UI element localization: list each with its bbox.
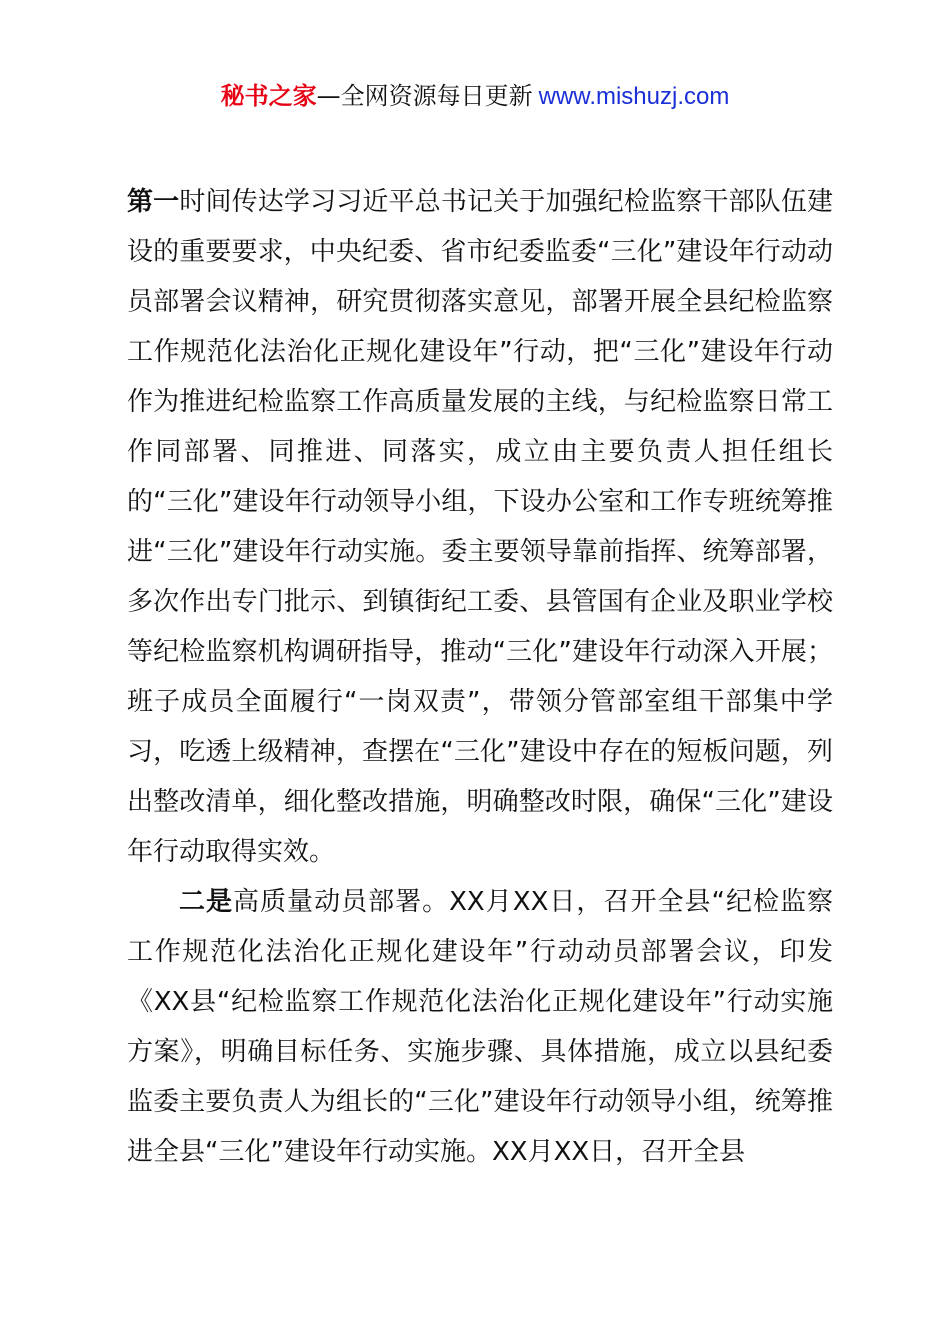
paragraph-1: [127, 177, 833, 877]
paragraph-1-text: 时间传达学习习近平总书记关于加强纪检监察干部队伍建设的重要要求，中央纪委、省市纪委监委“三化”建设年行动动员部署会议精神，研究贯彻落实意见，部署开展全县纪检监察工作规范化法治化正规化建设年”行动，把“三化”建设年行动作为推进纪检监察工作高质量发展的主线，与纪检监察日常工作同部署、同推进、同落实，成立由主要负责人担任组长的“三化”建设年行动领导小组，下设办公室和工作专班统筹推进“三化”建设年行动实施。委主要领导靠前指挥、统筹部署，多次作出专门批示、到镇街纪工委、县管国有企业及职业学校等纪检监察机构调研指导，推动“三化”建设年行动深入开展；班子成员全面履行“一岗双责”，带领分管部室组干部集中学习，吃透上级精神，查摆在“三化”建设中存在的短板问题，列出整改清单，细化整改措施，明确整改时限，确保“三化”建设年行动取得实效。: [127, 187, 833, 867]
paragraph-2-lead: 二是: [179, 887, 234, 917]
paragraph-2: [127, 877, 833, 1177]
site-brand: 秘书之家: [220, 82, 317, 110]
document-body: [127, 177, 833, 1177]
paragraph-2-text: 高质量动员部署。XX月XX日，召开全县“纪检监察工作规范化法治化正规化建设年”行动动员部署会议，印发《XX县“纪检监察工作规范化法治化正规化建设年”行动实施方案》，明确目标任务、实施步骤、具体措施，成立以县纪委监委主要负责人为组长的“三化”建设年行动领导小组，统筹推进全县“三化”建设年行动实施。XX月XX日，召开全县: [127, 887, 833, 1167]
site-header: [0, 80, 950, 113]
site-tagline: —全网资源每日更新: [316, 82, 533, 110]
site-url-link[interactable]: www.mishuzj.com: [538, 83, 730, 110]
paragraph-1-lead: 第一: [127, 187, 180, 217]
